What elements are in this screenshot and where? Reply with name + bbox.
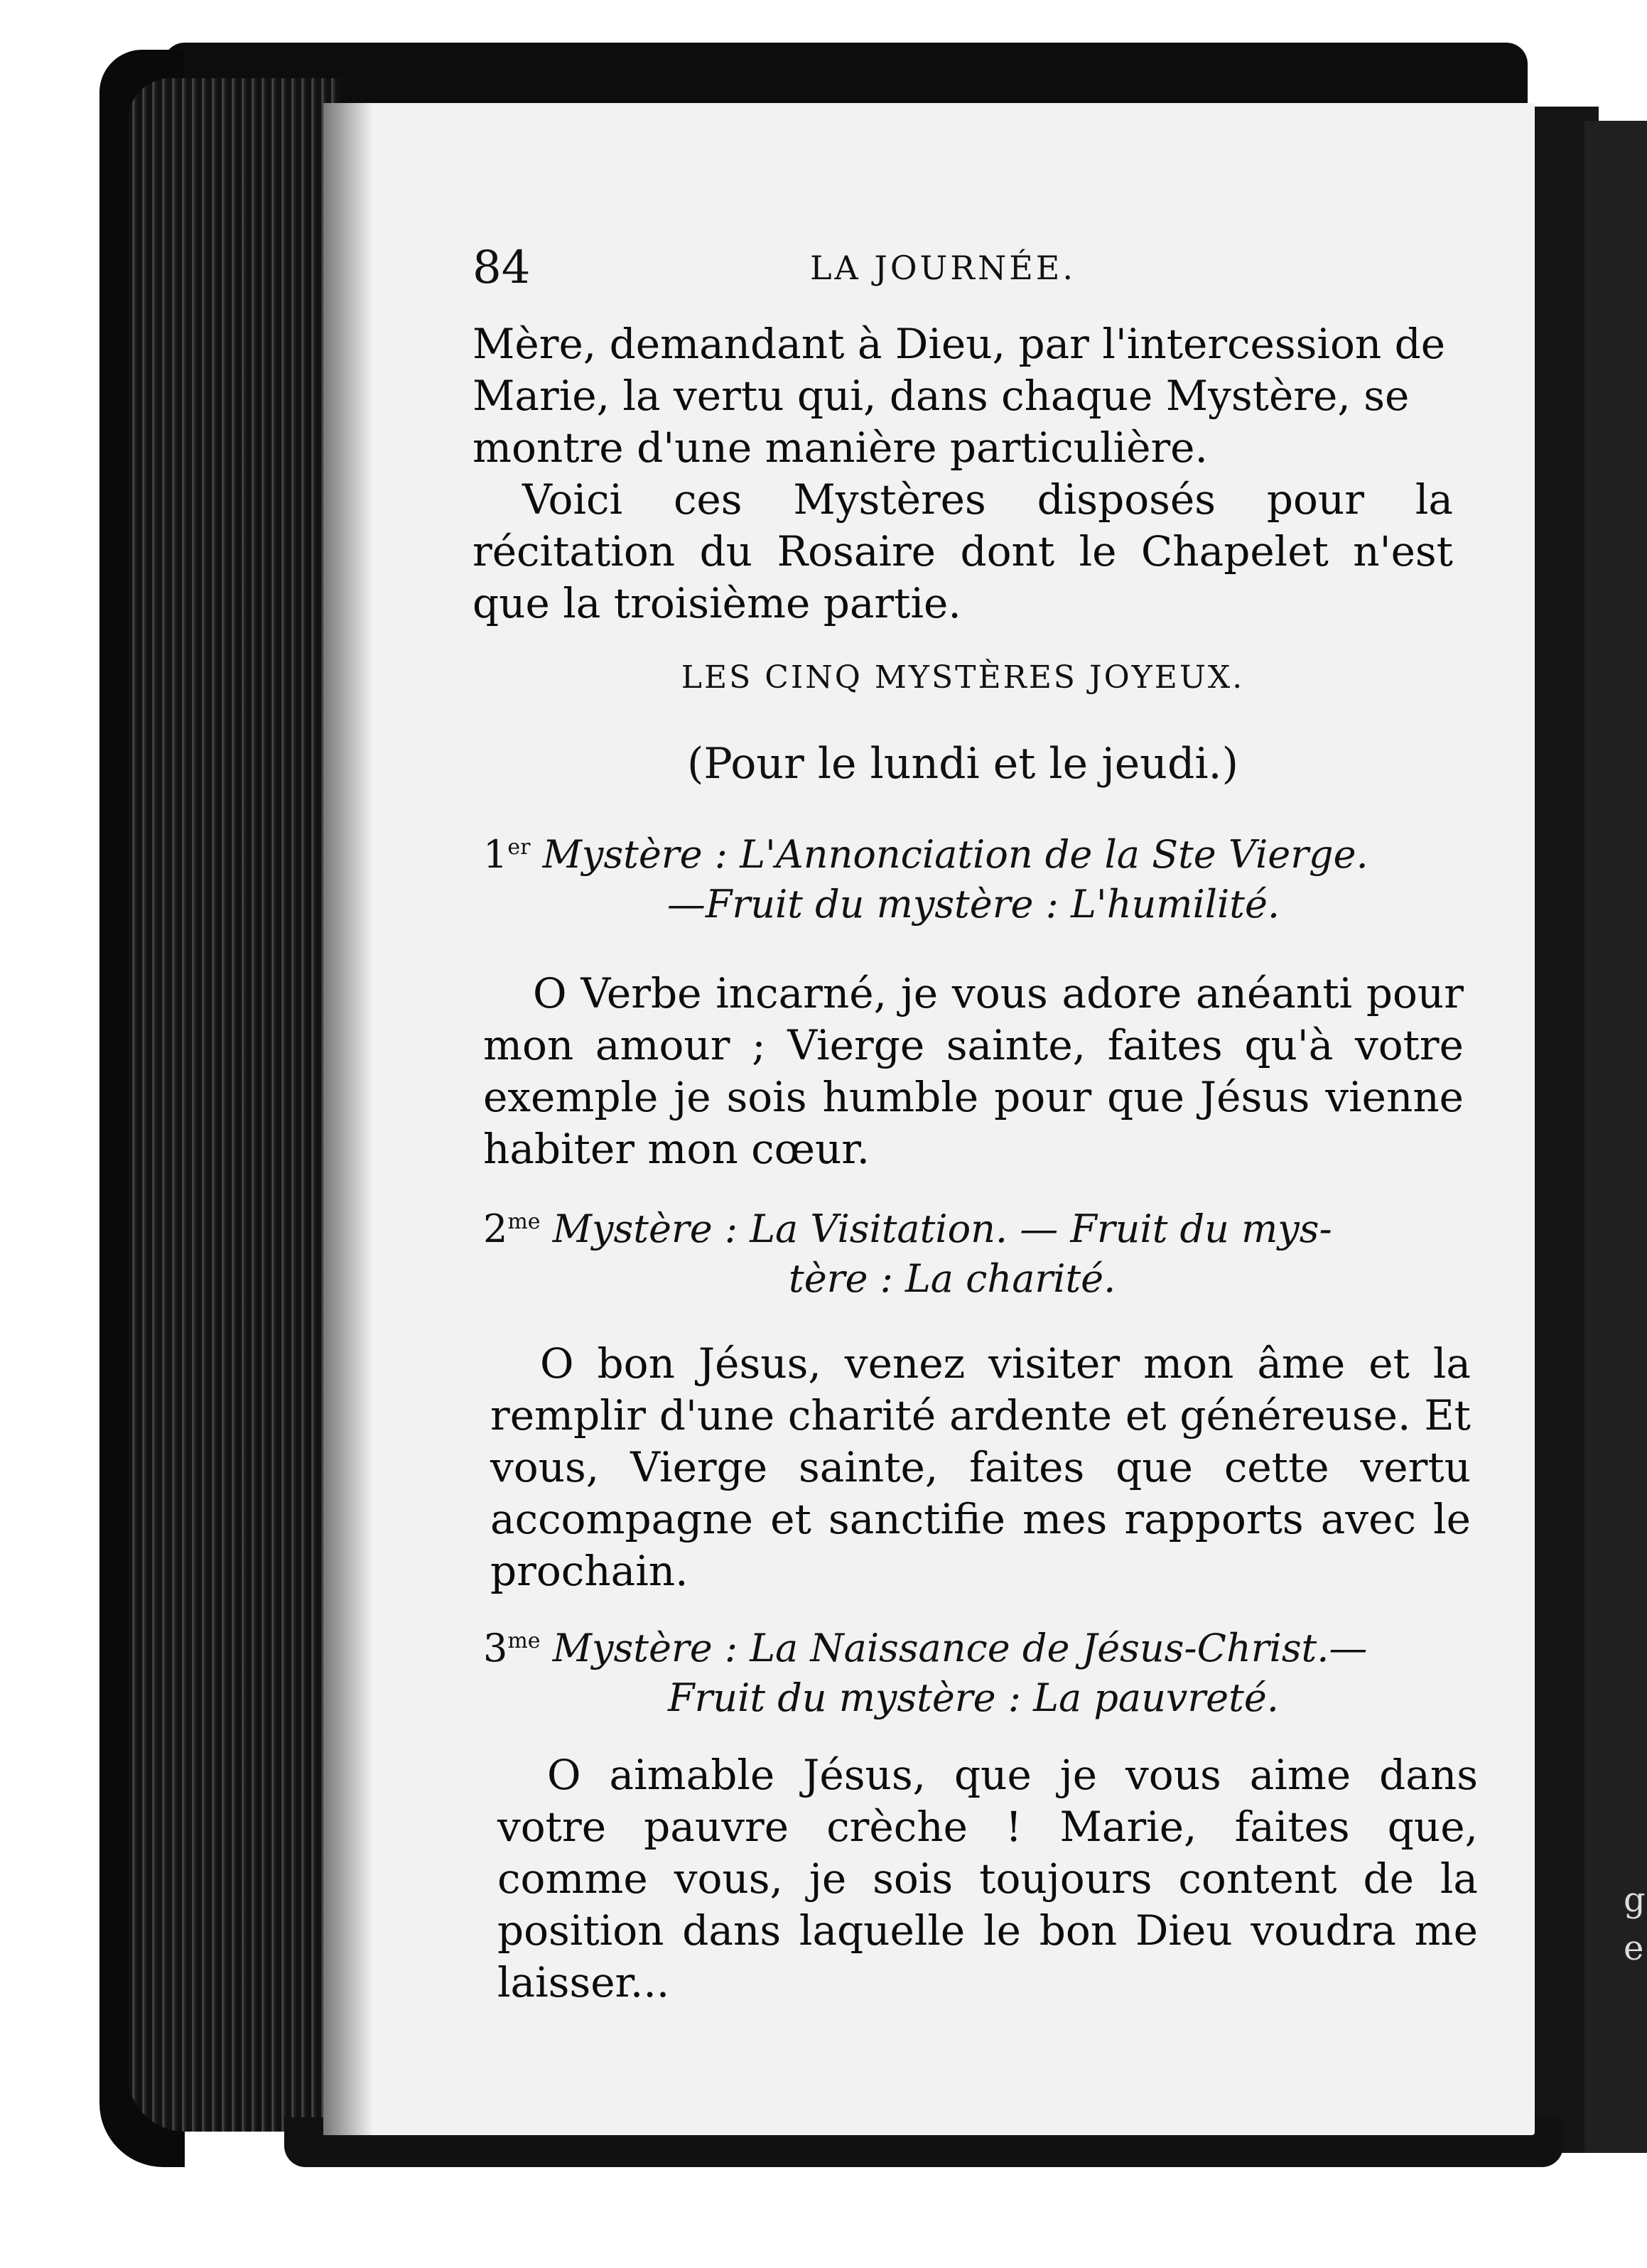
section-subtitle: (Pour le lundi et le jeudi.) [686,739,1239,789]
mystery-ordinal: $2^{me}$ [483,1206,541,1251]
gutter-shade [323,103,373,2135]
facing-page-glyphs: g e [1624,1880,1646,1968]
mystery-title: Mystère : L'Annonciation de la Ste Vierge. [542,832,1368,877]
facing-page-edge [1584,121,1647,2153]
intro-paragraph-1 [472,318,1453,474]
intro-line: montre d'une manière particulière. [472,423,1208,472]
mystery-title: Mystère : La Visitation. — Fruit du mys- [552,1206,1332,1251]
intro-paragraph-2: Voici ces Mystères disposés pour la récitation du Rosaire dont le Chapelet n'est que la troisième partie. [472,475,1453,627]
mystery-ordinal: $3^{me}$ [483,1626,541,1670]
mystery-2-prayer: O bon Jésus, venez visiter mon âme et la remplir d'une charité ardente et généreuse. Et vous, Vierge sainte, faites que cette vertu accompagne et sanctifie mes rapports avec le prochain. [490,1339,1471,1595]
mystery-title: Mystère : La Naissance de Jésus-Christ.— [552,1626,1368,1670]
mystery-fruit: Fruit du mystère : La pauvreté. [668,1675,1279,1720]
mystery-2-heading [483,1197,1464,1304]
page-edges [128,78,341,2132]
mystery-1-prayer: O Verbe incarné, je vous adore anéanti pour mon amour ; Vierge sainte, faites qu'à votre exemple je sois humble pour que Jésus vienne habiter mon cœur. [483,969,1464,1173]
mystery-3-prayer: O aimable Jésus, que je vous aime dans votre pauvre crèche ! Marie, faites que, comme vous, je sois toujours content de la position dans laquelle le bon Dieu voudra me laisser... [497,1751,1478,2007]
mystery-ordinal: 1er [483,832,531,877]
mystery-fruit: tère : La charité. [789,1256,1116,1301]
intro-line: Marie, la vertu qui, dans chaque Mystère, se [472,372,1410,420]
mystery-1-heading [483,823,1464,929]
page-number: 84 [472,242,531,294]
intro-line: Mère, demandant à Dieu, par l'intercession de [472,320,1446,368]
mystery-3-heading [483,1616,1464,1723]
section-title: LES CINQ MYSTÈRES JOYEUX. [681,659,1245,696]
book-top-shadow [163,43,1528,107]
running-head: LA JOURNÉE. [810,249,1076,287]
mystery-fruit: —Fruit du mystère : L'humilité. [666,882,1280,927]
